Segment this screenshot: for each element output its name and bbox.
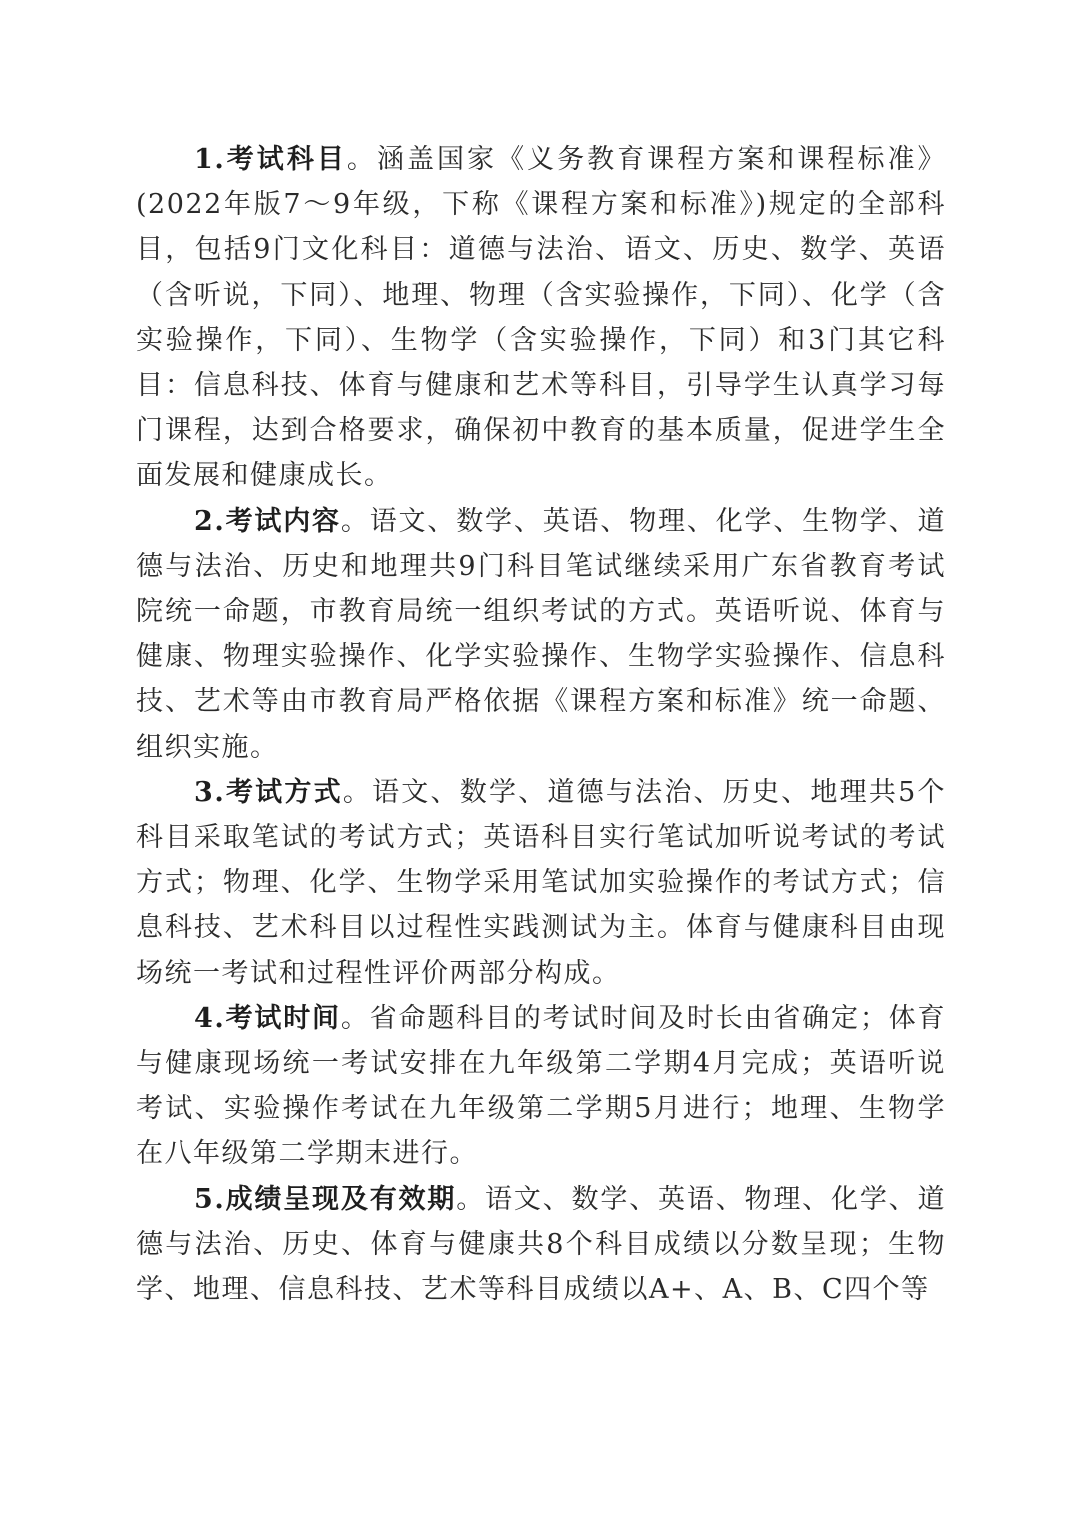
- paragraph-title: 5.成绩呈现及有效期: [194, 1183, 457, 1215]
- paragraph-text: 。语文、数学、道德与法治、历史、地理共5个科目采取笔试的考试方式；英语科目实行笔试加听说考试的考试方式；物理、化学、生物学采用笔试加实验操作的考试方式；信息科技、艺术科目以过程性实践测试为主。体育与健康科目由现场统一考试和过程性评价两部分构成。: [136, 776, 946, 989]
- paragraph-text: 。语文、数学、英语、物理、化学、生物学、道德与法治、历史和地理共9门科目笔试继续采用广东省教育考试院统一命题，市教育局统一组织考试的方式。英语听说、体育与健康、物理实验操作、化学实验操作、生物学实验操作、信息科技、艺术等由市教育局严格依据《课程方案和标准》统一命题、组织实施。: [136, 505, 947, 763]
- paragraph-title: 4.考试时间: [194, 1002, 341, 1034]
- document-body: [136, 137, 946, 1312]
- paragraph-text: 。语文、数学、英语、物理、化学、道德与法治、历史、体育与健康共8个科目成绩以分数呈现；生物学、地理、信息科技、艺术等科目成绩以A+、A、B、C四个等: [136, 1183, 947, 1306]
- paragraph-text: 。涵盖国家《义务教育课程方案和课程标准》(2022年版7～9年级，下称《课程方案和标准》)规定的全部科目，包括9门文化科目：道德与法治、语文、历史、数学、英语（含听说，下同）、地理、物理（含实验操作，下同）、化学（含实验操作，下同）、生物学（含实验操作，下同）和3门其它科目：信息科技、体育与健康和艺术等科目，引导学生认真学习每门课程，达到合格要求，确保初中教育的基本质量，促进学生全面发展和健康成长。: [136, 144, 947, 492]
- paragraph-title: 1.考试科目: [194, 144, 347, 175]
- paragraph-title: 3.考试方式: [194, 776, 343, 808]
- paragraph-exam-subjects: [136, 137, 946, 499]
- paragraph-title: 2.考试内容: [194, 505, 341, 537]
- paragraph-exam-method: [136, 770, 946, 996]
- paragraph-text: 。省命题科目的考试时间及时长由省确定；体育与健康现场统一考试安排在九年级第二学期4月完成；英语听说考试、实验操作考试在九年级第二学期5月进行；地理、生物学在八年级第二学期末进行。: [136, 1002, 947, 1170]
- paragraph-score-presentation: [136, 1177, 946, 1313]
- paragraph-exam-time: [136, 996, 946, 1177]
- paragraph-exam-content: [136, 499, 946, 770]
